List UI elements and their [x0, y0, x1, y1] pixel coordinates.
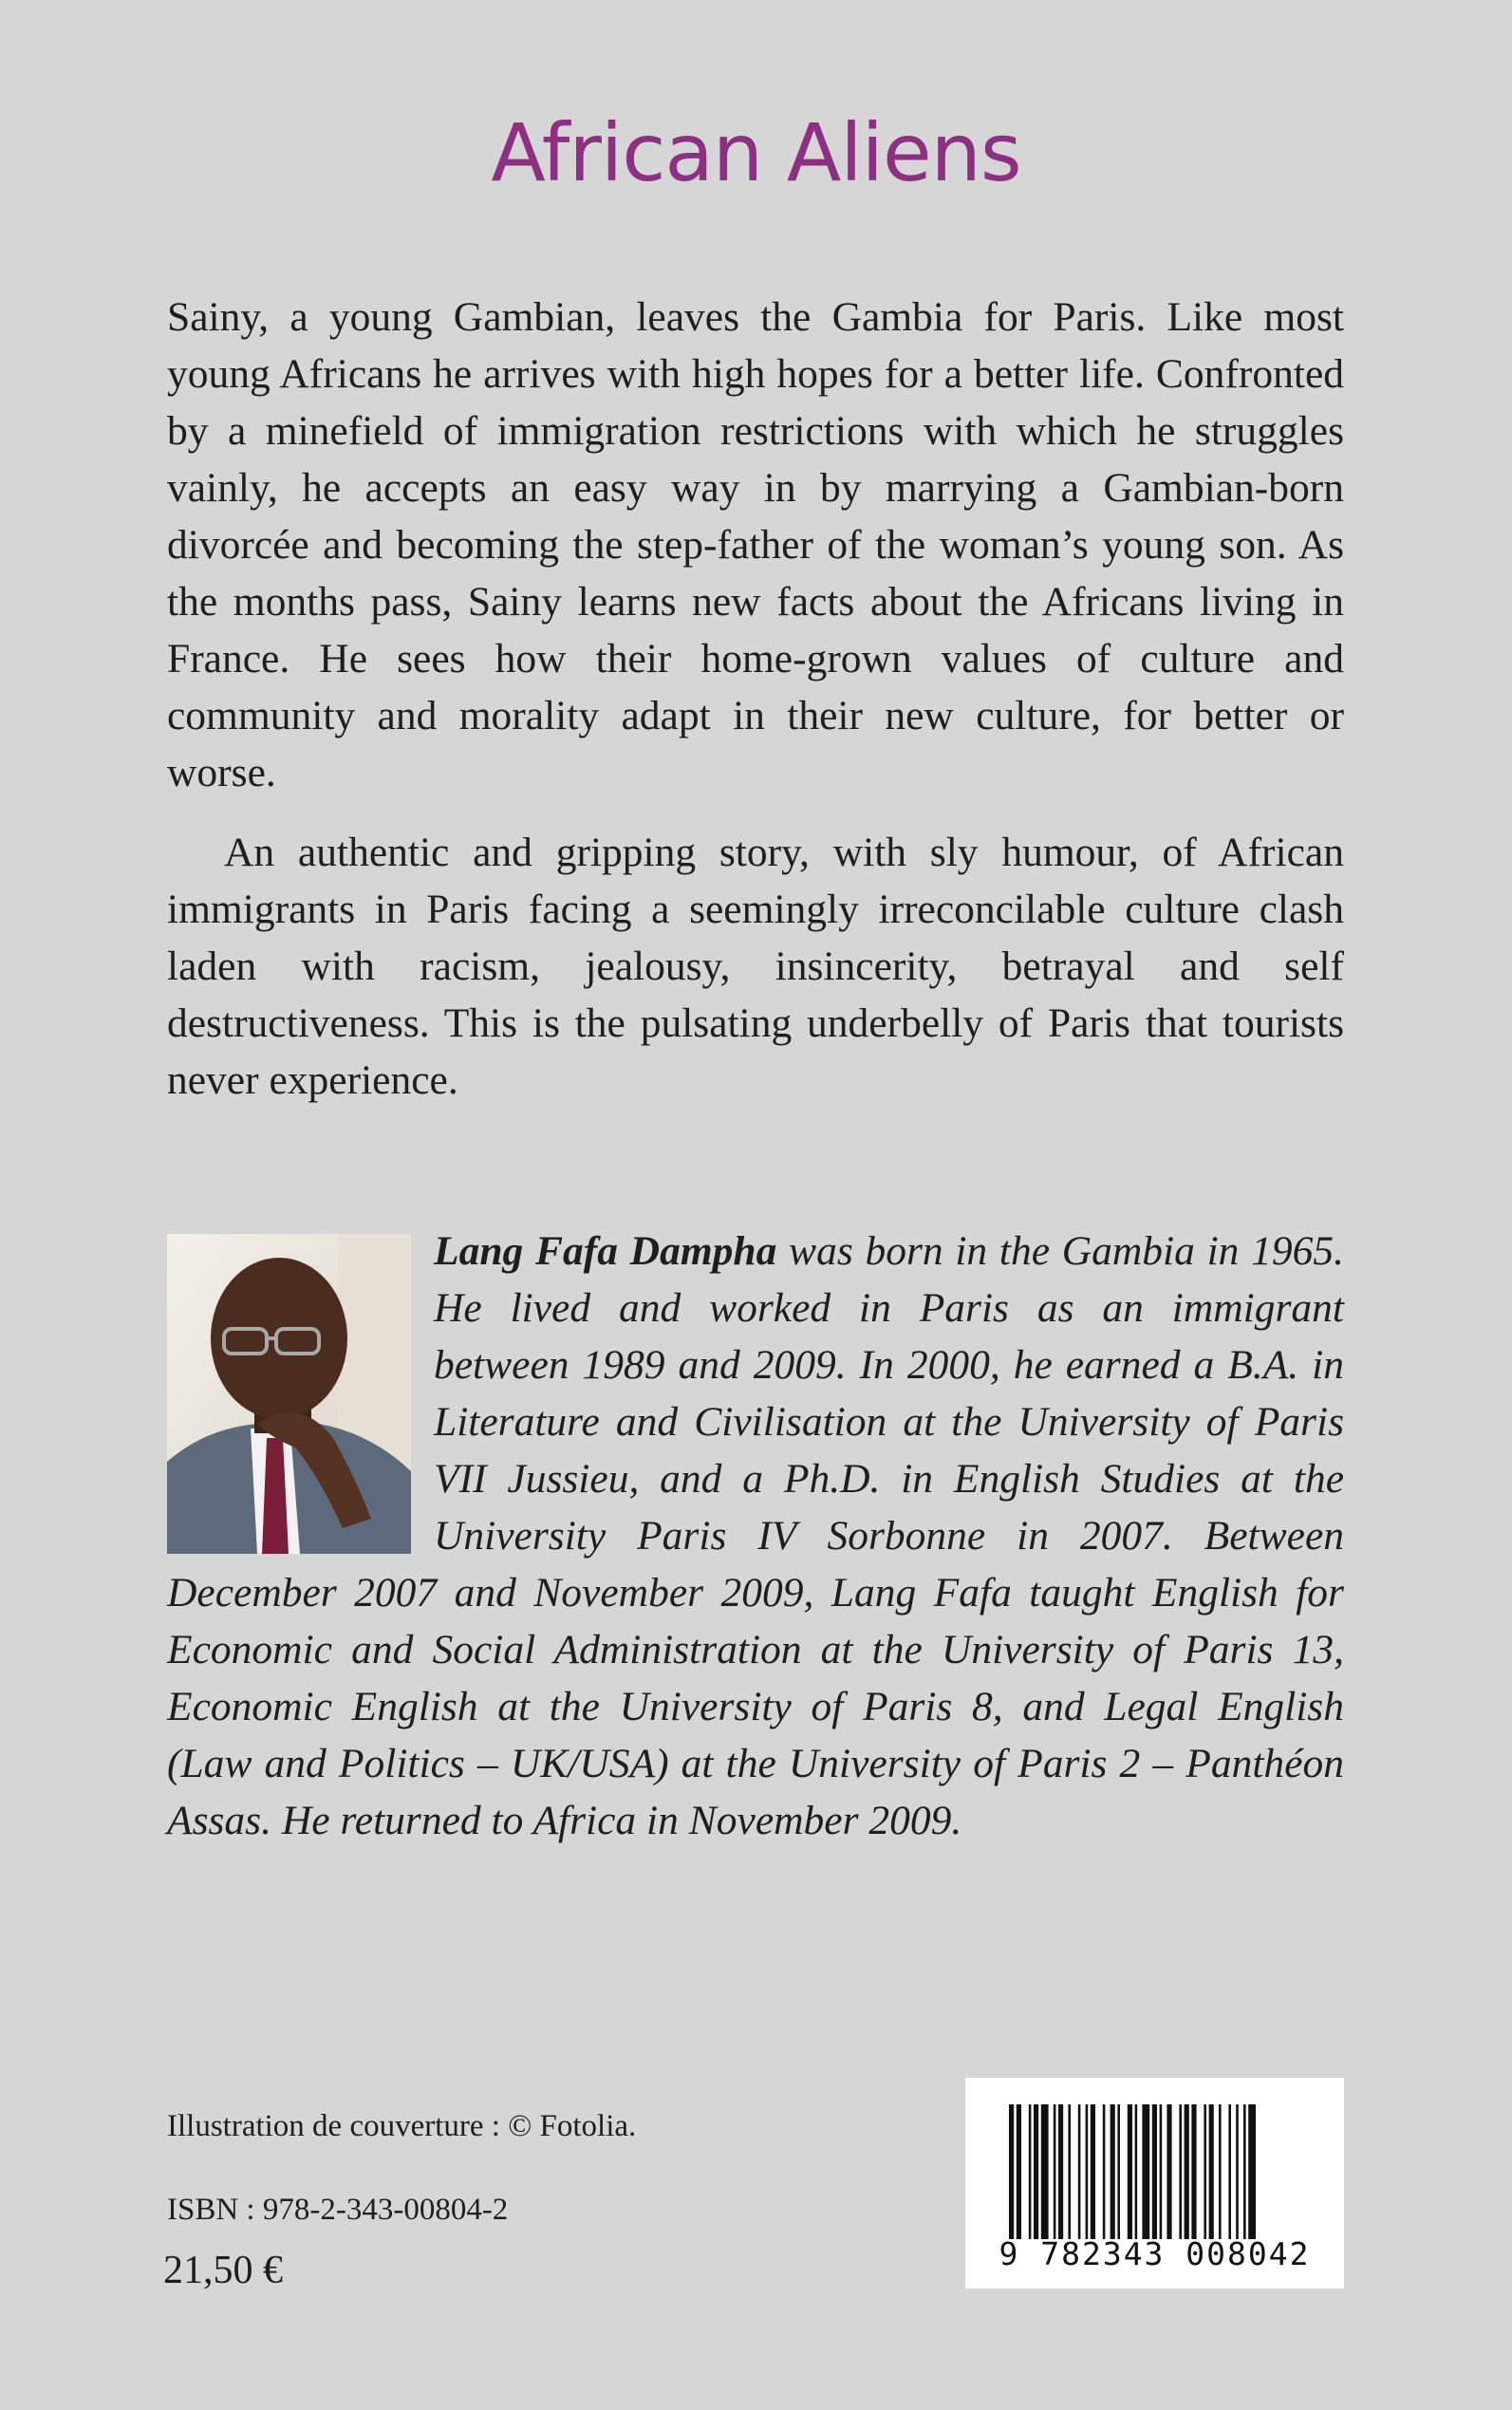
- barcode-bar: [1160, 2104, 1163, 2239]
- barcode-bar: [1111, 2104, 1115, 2239]
- author-bio-text: was born in the Gambia in 1965. He lived and worked in Paris as an immigrant between 1989 and 2009. In 2000, he earned a B.A. in Literature and Civilisation at the University of Paris VII Jussieu, and a Ph.D. in English Studies at the University Paris IV Sorbonne in 2007. Between December 2007 and November 2009, Lang Fafa taught English for Economic and Social Administration at the University of Paris 13, Economic English at the University of Paris 8, and Legal English (Law and Politics – UK/USA) at the University of Paris 2 – Panthéon Assas. He returned to Africa in November 2009.: [167, 1228, 1344, 1843]
- barcode-bar: [1117, 2104, 1120, 2239]
- barcode-bar: [1017, 2104, 1021, 2239]
- barcode-bar: [1142, 2104, 1149, 2239]
- barcode-bar: [1128, 2104, 1132, 2239]
- barcode-bar: [1191, 2104, 1196, 2239]
- barcode-bar: [1228, 2104, 1231, 2239]
- isbn: ISBN : 978-2-343-00804-2: [167, 2193, 509, 2227]
- blurb-paragraph-1: Sainy, a young Gambian, leaves the Gambia for Paris. Like most young Africans he arrives with high hopes for a better life. Confronted by a minefield of immigration restrictions with which he struggles vainly, he accepts an easy way in by marrying a Gambian-born divorcée and becoming the step-father of the woman’s young son. As the months pass, Sainy learns new facts about the Africans living in France. He sees how their home-grown values of culture and community and morality adapt in their new culture, for better or worse.: [167, 294, 1344, 795]
- author-bio: [167, 1223, 1344, 1849]
- barcode-bar: [1236, 2104, 1239, 2239]
- barcode-bar: [1009, 2104, 1014, 2239]
- barcode-bar: [1209, 2104, 1214, 2239]
- barcode-bar: [1248, 2104, 1256, 2239]
- barcode-bar: [1219, 2104, 1222, 2239]
- author-name: Lang Fafa Dampha: [434, 1228, 777, 1274]
- cover-credit: Illustration de couverture : © Fotolia.: [167, 2109, 637, 2143]
- price: 21,50 €: [163, 2249, 283, 2292]
- barcode-bar: [1078, 2104, 1081, 2239]
- barcode-bar: [1029, 2104, 1032, 2239]
- barcode-digits: 9 782343 008042: [999, 2235, 1311, 2272]
- barcode-bar: [1185, 2104, 1189, 2239]
- barcode-bar: [1086, 2104, 1089, 2239]
- barcode-bar: [1058, 2104, 1063, 2239]
- barcode-bar: [1135, 2104, 1138, 2239]
- barcode-bar: [1204, 2104, 1206, 2239]
- barcode-bar: [1103, 2104, 1106, 2239]
- barcode-bar: [1091, 2104, 1095, 2239]
- barcode-bar: [1054, 2104, 1056, 2239]
- barcode-bar: [1167, 2104, 1171, 2239]
- barcode: [965, 2078, 1344, 2289]
- barcode-bar: [1068, 2104, 1071, 2239]
- barcode-bar: [1152, 2104, 1157, 2239]
- barcode-bar: [1034, 2104, 1038, 2239]
- blurb-paragraph-2: An authentic and gripping story, with sly humour, of African immigrants in Paris facing a seemingly irreconcilable culture clash laden with racism, jealousy, insincerity, betrayal and self destructiveness. This is the pulsating underbelly of Paris that tourists never experience.: [167, 830, 1344, 1103]
- barcode-bar: [1041, 2104, 1049, 2239]
- author-photo: [167, 1234, 411, 1554]
- book-title: African Aliens: [491, 106, 1021, 199]
- barcode-bar: [1243, 2104, 1246, 2239]
- barcode-bar: [1179, 2104, 1182, 2239]
